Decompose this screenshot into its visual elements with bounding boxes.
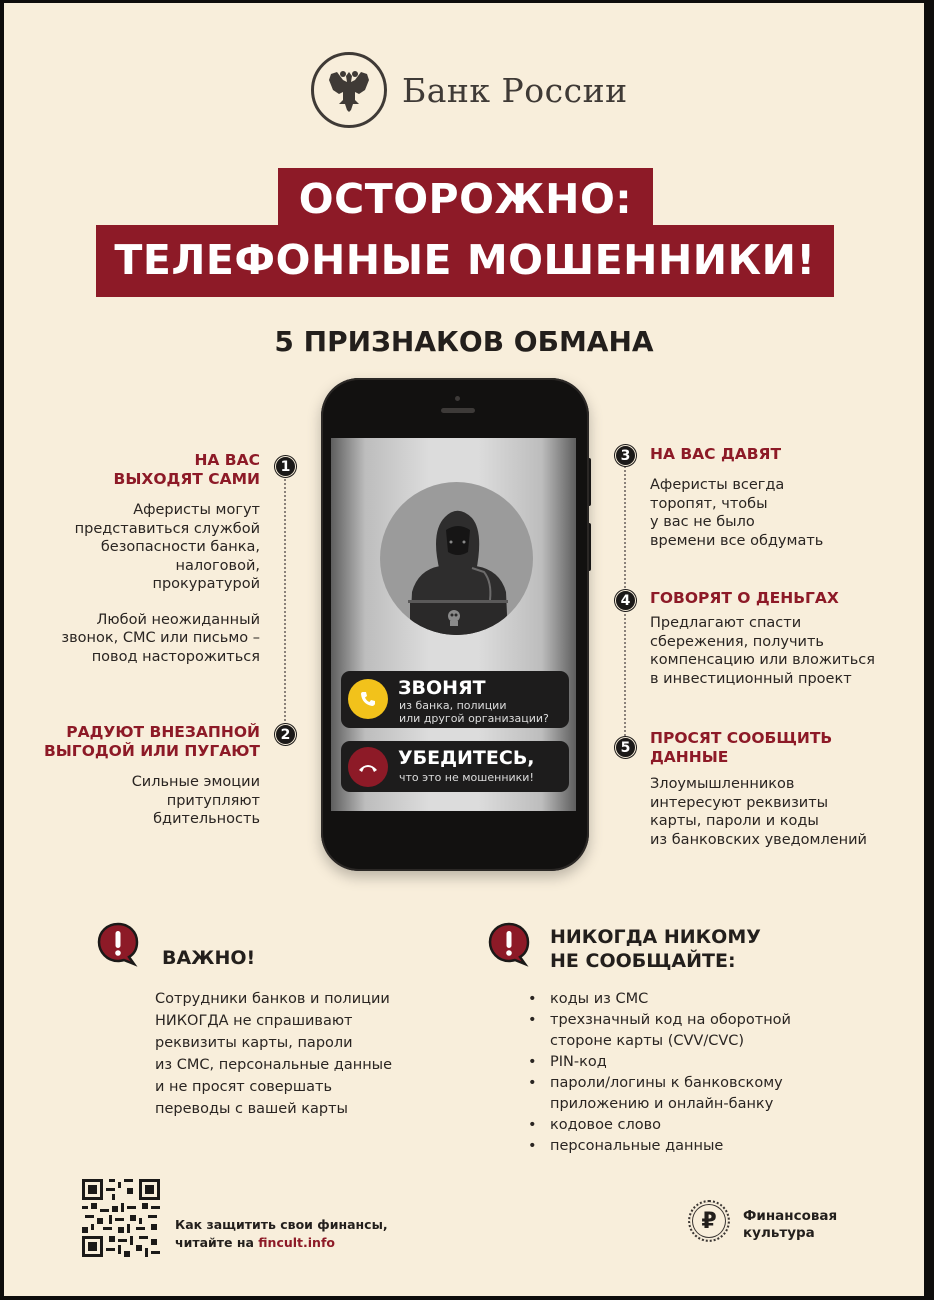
sign-1-extra-text: звонок, СМС или письмо – xyxy=(61,630,260,646)
important-text-line: и не просят совершать xyxy=(155,1079,333,1095)
phone-earpiece xyxy=(441,408,475,413)
footer-text xyxy=(175,1216,388,1252)
phone-decline-icon xyxy=(348,747,388,787)
sign-1-text: представиться службой xyxy=(74,520,260,537)
sign-5-text: Злоумышленников xyxy=(650,776,795,792)
sign-4-text: сбережения, получить xyxy=(650,633,824,650)
sign-1-extra-text: повод насторожиться xyxy=(91,648,260,665)
sign-1-text: прокуратурой xyxy=(152,576,260,592)
sign-number-2: 2 xyxy=(275,724,296,745)
page-subtitle: 5 ПРИЗНАКОВ ОБМАНА xyxy=(274,325,654,358)
never-tell-item: • коды из СМС xyxy=(526,989,846,1010)
incoming-call-subtitle-2: или другой организации? xyxy=(399,712,549,725)
never-tell-title xyxy=(550,925,761,973)
important-text-line: НИКОГДА не спрашивают xyxy=(155,1013,353,1029)
important-text-line: Сотрудники банков и полиции xyxy=(155,991,390,1007)
sign-2-title-line1: РАДУЮТ ВНЕЗАПНОЙ xyxy=(66,723,260,741)
important-text-line: реквизиты карты, пароли xyxy=(155,1035,353,1051)
bank-logo-text: Банк России xyxy=(402,71,628,110)
hooded-hacker-icon xyxy=(380,482,533,635)
important-text-line: переводы с вашей карты xyxy=(155,1101,349,1117)
incoming-call-title: ЗВОНЯТ xyxy=(398,677,486,699)
sign-5-text: интересуют реквизиты xyxy=(650,794,829,811)
alert-speech-bubble-icon xyxy=(96,921,142,967)
never-tell-item: • трехзначный код на оборотной стороне карты (CVV/CVC) xyxy=(526,1010,846,1052)
sign-1-extra-text: Любой неожиданный xyxy=(96,611,260,628)
financial-culture-logo-text xyxy=(743,1208,837,1242)
fincult-link[interactable]: fincult.info xyxy=(258,1235,335,1250)
sign-4-text: Предлагают спасти xyxy=(650,615,802,631)
sign-5-title-line1: ПРОСЯТ СООБЩИТЬ xyxy=(650,729,833,747)
page-title-line1: ОСТОРОЖНО: xyxy=(298,175,633,223)
sign-2-text: Сильные эмоции xyxy=(131,774,260,790)
alert-speech-bubble-icon xyxy=(487,921,533,967)
sign-4-text: компенсацию или вложиться xyxy=(650,652,875,668)
footer-line2: читайте на fincult.info xyxy=(175,1235,335,1250)
never-tell-item: • кодовое слово xyxy=(526,1115,846,1136)
phone-camera xyxy=(455,396,460,401)
incoming-call-card xyxy=(341,671,569,728)
never-tell-item: • PIN-код xyxy=(526,1052,846,1073)
sign-number-3: 3 xyxy=(615,445,636,466)
sign-1-text: безопасности банка, xyxy=(100,539,260,555)
never-tell-title-line2: НЕ СООБЩАЙТЕ: xyxy=(550,950,736,972)
incoming-call-subtitle-1: из банка, полиции xyxy=(399,699,507,712)
sign-number-1: 1 xyxy=(275,456,296,477)
ruble-coin-icon: ₽ xyxy=(688,1200,730,1242)
sign-1-title-line2: ВЫХОДЯТ САМИ xyxy=(113,470,260,488)
sign-4 xyxy=(650,589,920,688)
sign-4-text: в инвестиционный проект xyxy=(650,670,852,687)
sign-2 xyxy=(4,723,260,829)
brand-line2: культура xyxy=(743,1225,815,1241)
page-title-line2: ТЕЛЕФОННЫЕ МОШЕННИКИ! xyxy=(114,236,816,284)
important-text xyxy=(155,988,445,1120)
footer-line1: Как защитить свои финансы, xyxy=(175,1217,388,1232)
verify-call-title: УБЕДИТЕСЬ, xyxy=(398,747,535,769)
sign-2-text: бдительность xyxy=(153,811,260,827)
sign-2-title-line2: ВЫГОДОЙ ИЛИ ПУГАЮТ xyxy=(43,742,260,760)
sign-3-text: у вас не было xyxy=(650,514,755,530)
verify-call-card xyxy=(341,741,569,792)
phone-accept-icon xyxy=(348,679,388,719)
sign-4-title: ГОВОРЯТ О ДЕНЬГАХ xyxy=(650,589,839,607)
sign-5-text: из банковских уведомлений xyxy=(650,831,867,848)
poster xyxy=(4,3,924,1296)
sign-5-title-line2: ДАННЫЕ xyxy=(650,748,729,766)
sign-1-text: Аферисты могут xyxy=(133,502,260,518)
sign-3-text: Аферисты всегда xyxy=(650,477,785,493)
sign-number-5: 5 xyxy=(615,737,636,758)
never-tell-list xyxy=(526,989,846,1157)
sign-5-text: карты, пароли и коды xyxy=(650,813,819,829)
sign-2-text: притупляют xyxy=(166,792,260,809)
timeline-left-line xyxy=(284,475,286,733)
important-title: ВАЖНО! xyxy=(162,947,256,969)
sign-1-text: налоговой, xyxy=(175,557,260,574)
sign-3 xyxy=(650,445,910,550)
verify-call-subtitle: что это не мошенники! xyxy=(399,771,534,784)
brand-line1: Финансовая xyxy=(743,1208,838,1224)
sign-3-title: НА ВАС ДАВЯТ xyxy=(650,445,782,463)
bank-emblem-icon xyxy=(311,52,387,128)
sign-5 xyxy=(650,729,920,849)
sign-number-4: 4 xyxy=(615,590,636,611)
sign-1 xyxy=(20,451,260,666)
never-tell-item: • пароли/логины к банковскому приложению и онлайн-банку xyxy=(526,1073,846,1115)
sign-3-text: времени все обдумать xyxy=(650,532,824,549)
never-tell-item: • персональные данные xyxy=(526,1136,846,1157)
never-tell-title-line1: НИКОГДА НИКОМУ xyxy=(550,926,761,948)
qr-code[interactable] xyxy=(82,1179,160,1257)
sign-1-title-line1: НА ВАС xyxy=(194,451,260,469)
important-text-line: из СМС, персональные данные xyxy=(155,1057,393,1073)
sign-3-text: торопят, чтобы xyxy=(650,495,768,512)
